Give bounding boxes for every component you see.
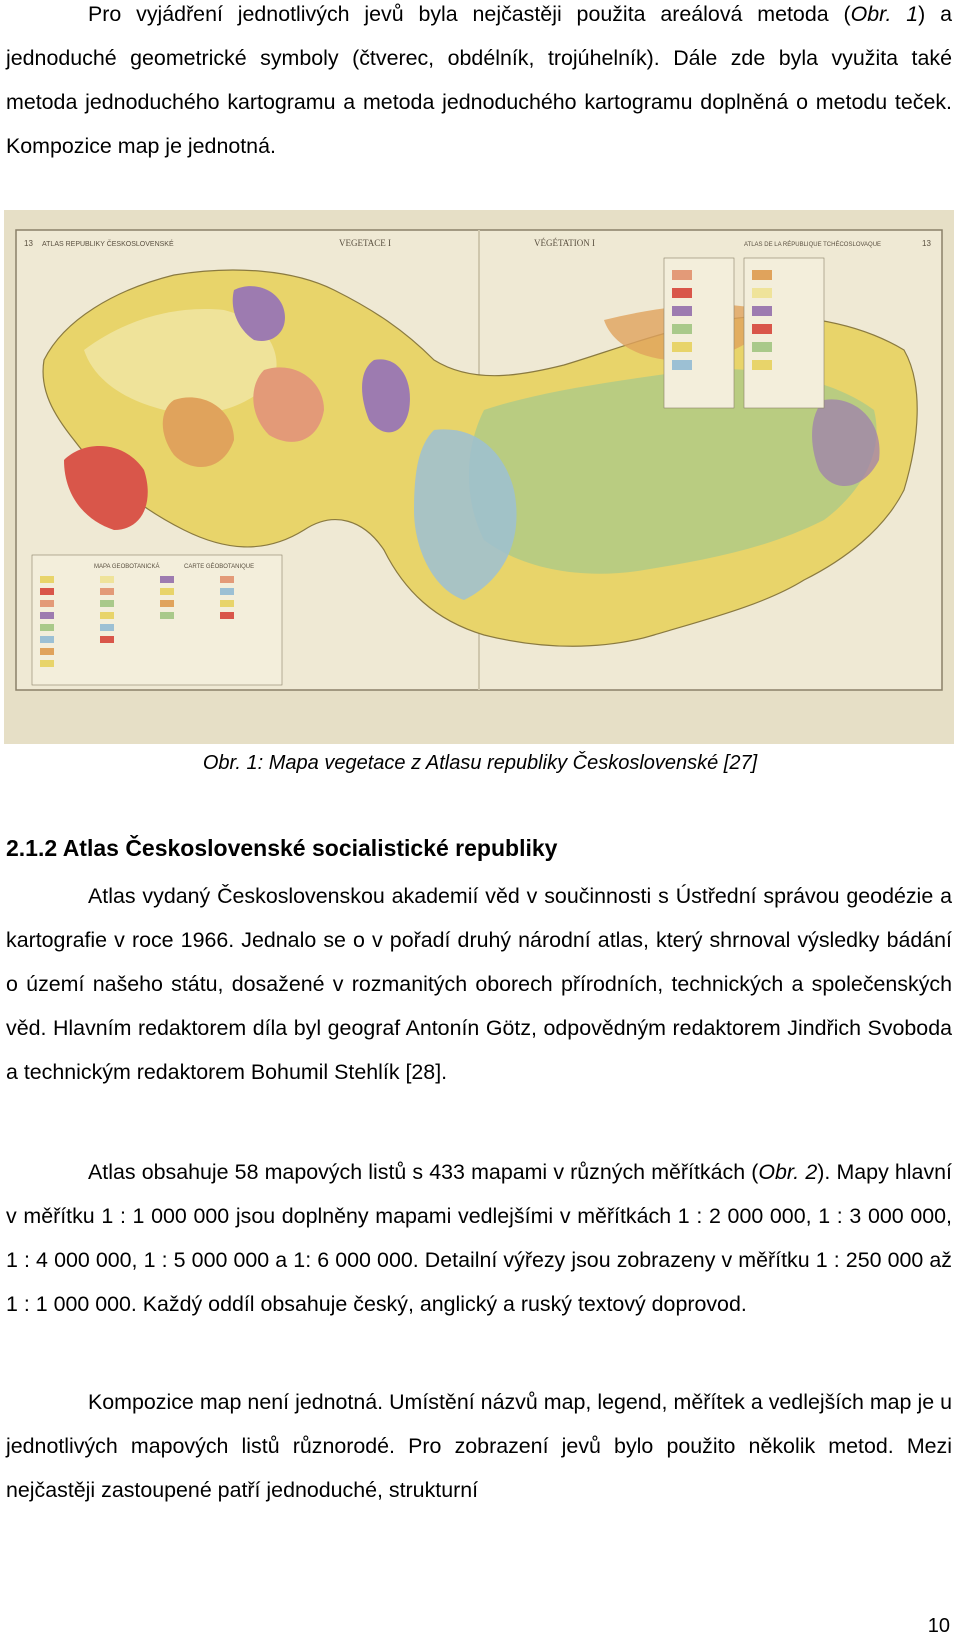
legend-right-title: CARTE GÉOBOTANIQUE: [184, 564, 255, 570]
paragraph-composition: Kompozice map není jednotná. Umístění názvů map, legend, měřítek a vedlejších map je u jednotlivých mapových listů různorodé. Pro zobrazení jevů bylo použito několik metod. Mezi nejčastěji zastoupené patří jednoduché, strukturní: [6, 1390, 952, 1502]
section-heading: 2.1.2 Atlas Československé socialistické republiky: [6, 835, 558, 861]
paragraph-atlas-contents: Atlas obsahuje 58 mapových listů s 433 mapami v různých měřítkách (Obr. 2). Mapy hlavní v měřítku 1 : 1 000 000 jsou doplněny mapami vedlejšími v měřítkách 1 : 2 000 000, 1 : 3 000 000, 1 : 4 000 000, 1 : 5 000 000 a 1: 6 000 000. Detailní výřezy jsou zobrazeny v měřítku 1 : 250 000 až 1 : 1 000 000. Každý oddíl obsahuje český, anglický a ruský textový doprovod.: [6, 1160, 952, 1316]
map-header-mid1: VEGETACE I: [339, 238, 392, 248]
map-header-left: ATLAS REPUBLIKY ČESKOSLOVENSKÉ: [42, 241, 174, 248]
paragraph-atlas-intro: Atlas vydaný Československou akademií věd v součinnosti s Ústřední správou geodézie a kartografie v roce 1966. Jednalo se o v pořadí druhý národní atlas, který shrnoval výsledky bádání o území našeho státu, dosažené v rozmanitých oborech přírodních, technických a společenských věd. Hlavním redaktorem díla byl geograf Antonín Götz, odpovědným redaktorem Jindřich Svoboda a technickým redaktorem Bohumil Stehlík [28].: [6, 884, 952, 1084]
vegetation-map-figure: [4, 210, 954, 744]
map-header-right: ATLAS DE LA RÉPUBLIQUE TCHÉCOSLOVAQUE: [744, 242, 882, 248]
figure-caption: Obr. 1: Mapa vegetace z Atlasu republiky Československé [27]: [202, 752, 758, 774]
page-number: 10: [927, 1615, 950, 1637]
legend-top-right: [664, 258, 824, 408]
map-page-right: 13: [922, 239, 931, 248]
map-header-mid2: VÉGÉTATION I: [534, 238, 596, 248]
map-page-left: 13: [24, 239, 33, 248]
legend-bottom-left: [32, 555, 282, 685]
paragraph-intro: Pro vyjádření jednotlivých jevů byla nejčastěji použita areálová metoda (Obr. 1) a jednoduché geometrické symboly (čtverec, obdélník, trojúhelník). Dále zde byla využita také metoda jednoduchého kartogramu a metoda jednoduchého kartogramu doplněná o metodu teček. Kompozice map je jednotná.: [6, 2, 952, 158]
legend-left-title: MAPA GEOBOTANICKÁ: [94, 564, 160, 570]
figure-reference-2: Obr. 2: [758, 1160, 818, 1184]
figure-reference: Obr. 1: [850, 2, 919, 26]
